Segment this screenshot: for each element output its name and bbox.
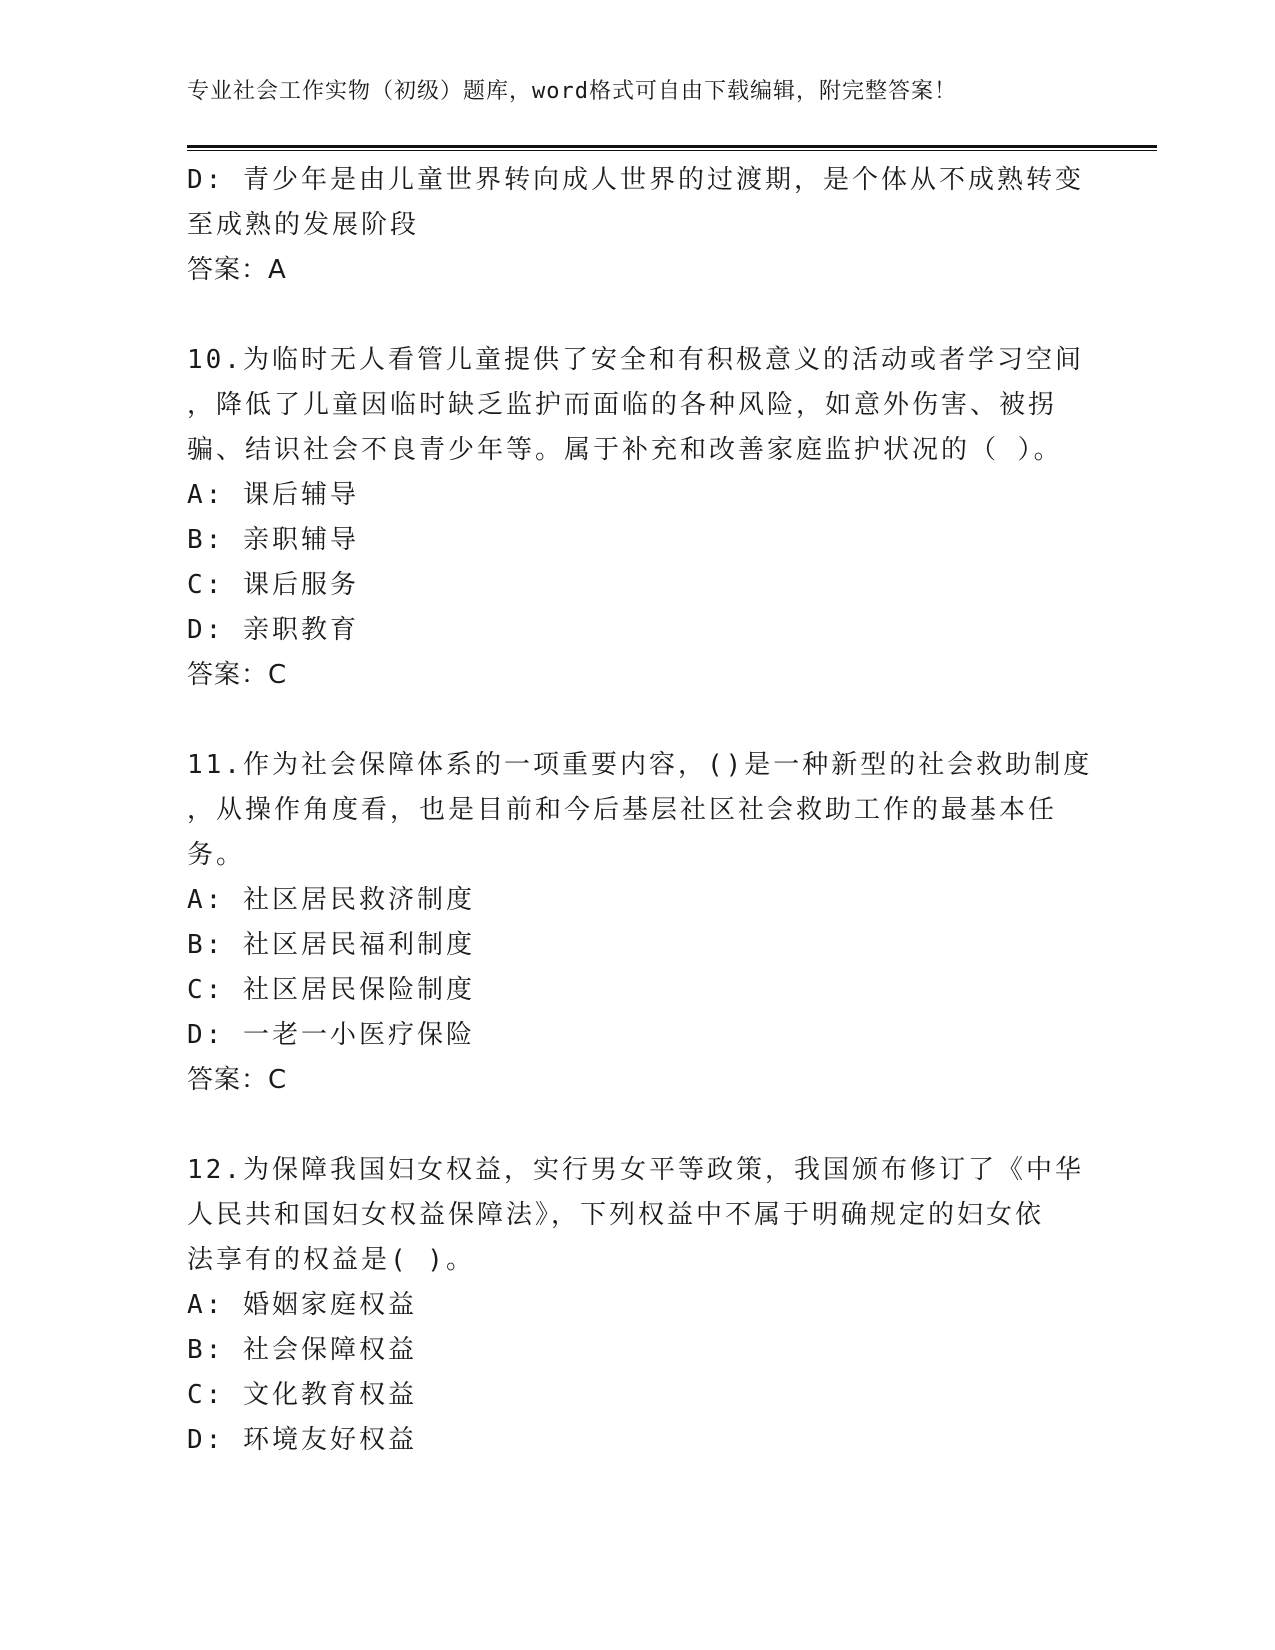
option-d: D: 一老一小医疗保险 xyxy=(187,1020,475,1050)
prev-question xyxy=(187,158,1087,293)
question-stem-line: ，降低了儿童因临时缺乏监护而面临的各种风险，如意外伤害、被拐 xyxy=(187,390,1058,420)
header-divider xyxy=(187,145,1157,151)
option-c: C: 课后服务 xyxy=(187,570,359,600)
answer: 答案：A xyxy=(187,255,287,285)
option-a: A: 婚姻家庭权益 xyxy=(187,1290,417,1320)
option-a: A: 社区居民救济制度 xyxy=(187,885,475,915)
question-10 xyxy=(187,338,1087,698)
option-d: D: 环境友好权益 xyxy=(187,1425,417,1455)
answer: 答案：C xyxy=(187,1065,288,1095)
option-c: C: 文化教育权益 xyxy=(187,1380,417,1410)
spacer xyxy=(187,1103,1087,1148)
question-stem-line: 人民共和国妇女权益保障法》，下列权益中不属于明确规定的妇女依 xyxy=(187,1200,1045,1230)
spacer xyxy=(187,293,1087,338)
document-body xyxy=(187,158,1093,1463)
question-stem-line: 法享有的权益是( )。 xyxy=(187,1245,475,1275)
page-header: 专业社会工作实物（初级）题库，word格式可自由下载编辑，附完整答案！ xyxy=(187,79,957,104)
option-d: D: 亲职教育 xyxy=(187,615,359,645)
question-stem-line: 12.为保障我国妇女权益，实行男女平等政策，我国颁布修订了《中华 xyxy=(187,1155,1084,1185)
option-b: B: 社会保障权益 xyxy=(187,1335,417,1365)
answer: 答案：C xyxy=(187,660,288,690)
option-c: C: 社区居民保险制度 xyxy=(187,975,475,1005)
option-d-line-2: 至成熟的发展阶段 xyxy=(187,210,420,240)
question-11 xyxy=(187,743,1093,1103)
question-stem-line: 10.为临时无人看管儿童提供了安全和有积极意义的活动或者学习空间 xyxy=(187,345,1084,375)
spacer xyxy=(187,698,1087,743)
question-stem-line: 11.作为社会保障体系的一项重要内容，()是一种新型的社会救助制度 xyxy=(187,750,1093,780)
option-b: B: 社区居民福利制度 xyxy=(187,930,475,960)
question-stem-line: ，从操作角度看，也是目前和今后基层社区社会救助工作的最基本任 xyxy=(187,795,1058,825)
option-b: B: 亲职辅导 xyxy=(187,525,359,555)
question-12 xyxy=(187,1148,1087,1463)
option-d-line-1: D: 青少年是由儿童世界转向成人世界的过渡期，是个体从不成熟转变 xyxy=(187,165,1084,195)
option-a: A: 课后辅导 xyxy=(187,480,359,510)
question-stem-line: 务。 xyxy=(187,840,246,870)
question-stem-line: 骗、结识社会不良青少年等。属于补充和改善家庭监护状况的（ ）。 xyxy=(187,435,1063,465)
